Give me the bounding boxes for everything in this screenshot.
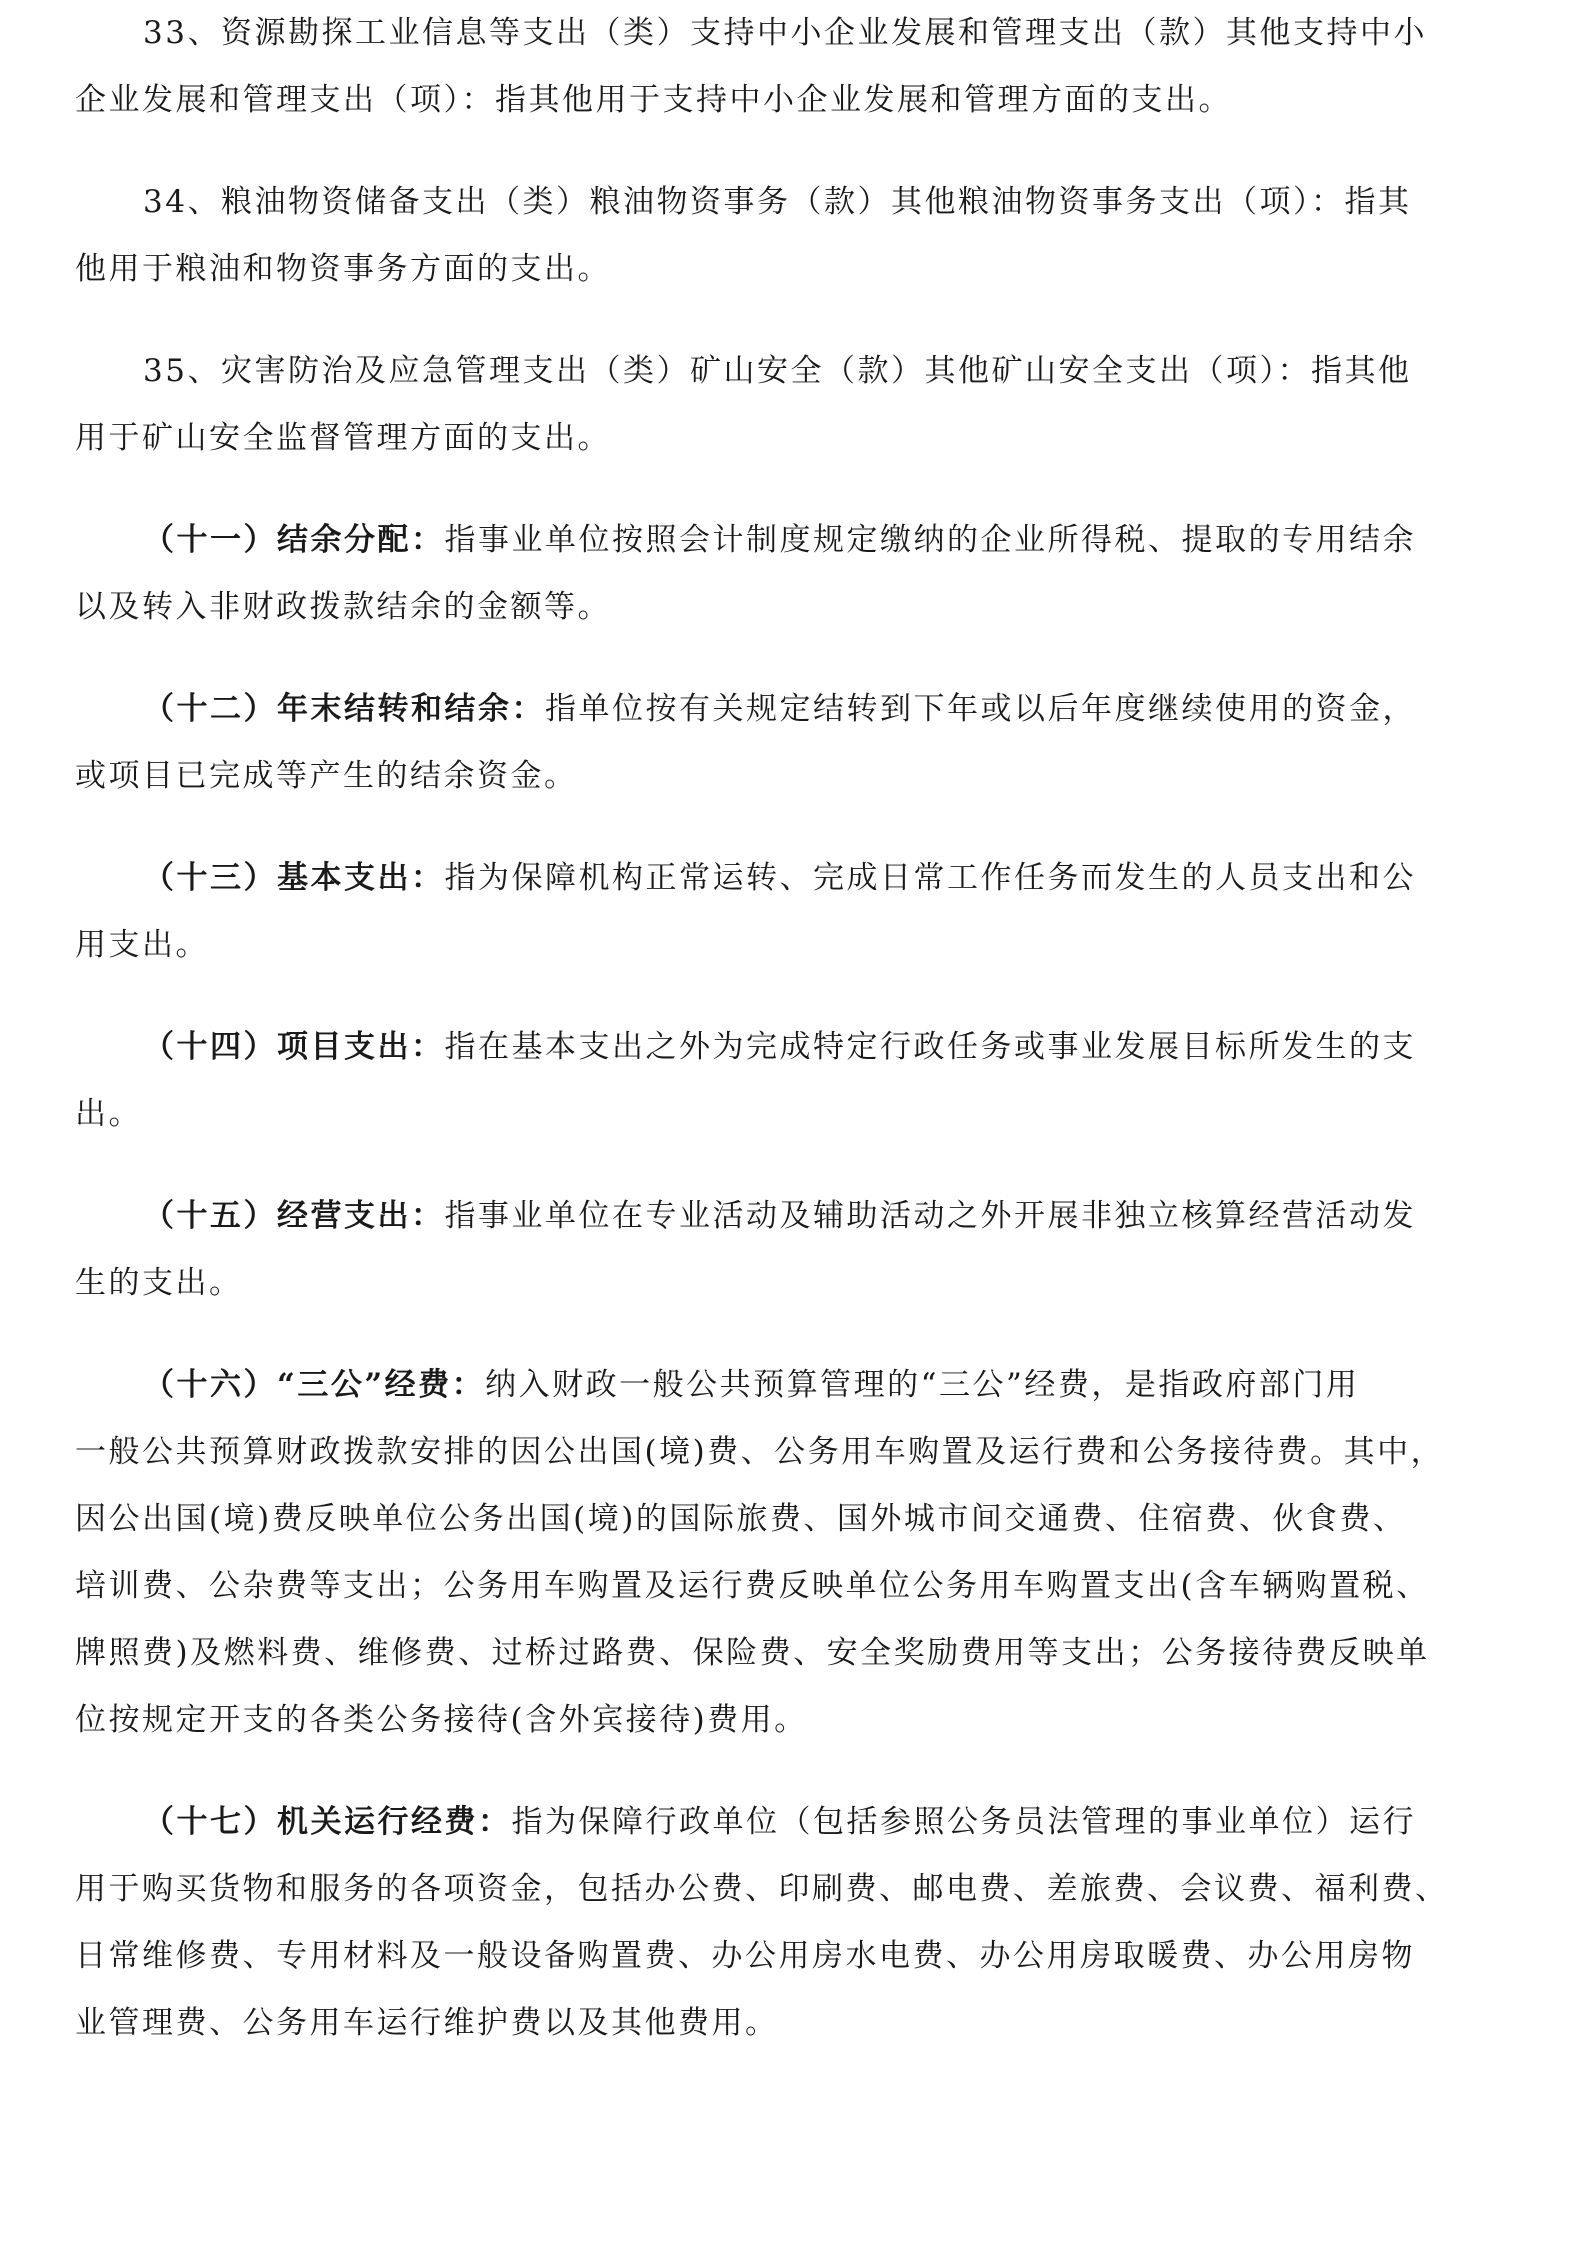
paragraph-s14 (75, 1014, 1465, 1148)
paragraph-p34 (75, 169, 1465, 303)
paragraph-text: 34、粮油物资储备支出（类）粮油物资事务（款）其他粮油物资事务支出（项）：指其 (143, 184, 1412, 220)
paragraph-first-line (75, 1183, 1465, 1250)
paragraph-s11 (75, 507, 1465, 641)
paragraph-first-line (75, 676, 1465, 743)
paragraph-first-line (75, 845, 1465, 912)
paragraph-s12 (75, 676, 1465, 810)
paragraph-p33 (75, 0, 1465, 134)
paragraph-first-line (75, 1352, 1465, 1419)
paragraph-continuation-line: 业管理费、公务用车运行维护费以及其他费用。 (75, 2005, 779, 2041)
paragraph-text: 35、灾害防治及应急管理支出（类）矿山安全（款）其他矿山安全支出（项）：指其他 (143, 353, 1412, 389)
section-heading: （十七）机关运行经费： (143, 1804, 512, 1840)
paragraph-text: 指为保障机构正常运转、完成日常工作任务而发生的人员支出和公 (444, 860, 1416, 896)
paragraph-first-line (75, 0, 1465, 67)
paragraph-continuation-line: 一般公共预算财政拨款安排的因公出国(境)费、公务用车购置及运行费和公务接待费。其中， (75, 1434, 1445, 1470)
paragraph-continuation-line: 生的支出。 (75, 1265, 243, 1301)
paragraph-continuation-line: 牌照费)及燃料费、维修费、过桥过路费、保险费、安全奖励费用等支出；公务接待费反映单 (75, 1635, 1430, 1671)
paragraph-text: 指单位按有关规定结转到下年或以后年度继续使用的资金， (545, 691, 1416, 727)
paragraph-continuation-line: 培训费、公杂费等支出；公务用车购置及运行费反映单位公务用车购置支出(含车辆购置税、 (75, 1568, 1430, 1604)
document-page (75, 0, 1465, 2057)
paragraph-first-line (75, 1014, 1465, 1081)
paragraph-first-line (75, 169, 1465, 236)
section-heading: （十一）结余分配： (143, 522, 445, 558)
paragraph-text: 指为保障行政单位（包括参照公务员法管理的事业单位）运行 (511, 1804, 1416, 1840)
paragraph-text: 指事业单位按照会计制度规定缴纳的企业所得税、提取的专用结余 (444, 522, 1416, 558)
paragraph-s15 (75, 1183, 1465, 1317)
paragraph-continuation-line: 或项目已完成等产生的结余资金。 (75, 758, 578, 794)
paragraph-first-line (75, 338, 1465, 405)
paragraph-text: 33、资源勘探工业信息等支出（类）支持中小企业发展和管理支出（款）其他支持中小 (143, 15, 1427, 51)
paragraph-first-line (75, 1789, 1465, 1856)
paragraph-s13 (75, 845, 1465, 979)
section-heading: （十四）项目支出： (143, 1029, 445, 1065)
paragraph-text: 指在基本支出之外为完成特定行政任务或事业发展目标所发生的支 (444, 1029, 1416, 1065)
paragraph-first-line (75, 507, 1465, 574)
paragraph-continuation-line: 用于矿山安全监督管理方面的支出。 (75, 420, 611, 456)
paragraph-text: 指事业单位在专业活动及辅助活动之外开展非独立核算经营活动发 (444, 1198, 1416, 1234)
paragraph-continuation-line: 出。 (75, 1096, 142, 1132)
paragraph-continuation-line: 以及转入非财政拨款结余的金额等。 (75, 589, 611, 625)
section-heading: （十六）“三公”经费： (143, 1367, 486, 1403)
paragraph-s17 (75, 1789, 1465, 2057)
paragraph-continuation-line: 他用于粮油和物资事务方面的支出。 (75, 251, 611, 287)
paragraph-continuation-line: 用于购买货物和服务的各项资金，包括办公费、印刷费、邮电费、差旅费、会议费、福利费、 (75, 1871, 1449, 1907)
paragraph-s16 (75, 1352, 1465, 1754)
paragraph-continuation-line: 位按规定开支的各类公务接待(含外宾接待)费用。 (75, 1702, 808, 1738)
paragraph-p35 (75, 338, 1465, 472)
section-heading: （十五）经营支出： (143, 1198, 445, 1234)
paragraph-text: 纳入财政一般公共预算管理的“三公”经费，是指政府部门用 (485, 1367, 1360, 1403)
paragraph-continuation-line: 用支出。 (75, 927, 209, 963)
paragraph-continuation-line: 因公出国(境)费反映单位公务出国(境)的国际旅费、国外城市间交通费、住宿费、伙食费、 (75, 1501, 1407, 1537)
paragraph-continuation-line: 企业发展和管理支出（项）：指其他用于支持中小企业发展和管理方面的支出。 (75, 82, 1232, 118)
section-heading: （十二）年末结转和结余： (143, 691, 545, 727)
paragraph-continuation-line: 日常维修费、专用材料及一般设备购置费、办公用房水电费、办公用房取暖费、办公用房物 (75, 1938, 1415, 1974)
section-heading: （十三）基本支出： (143, 860, 445, 896)
